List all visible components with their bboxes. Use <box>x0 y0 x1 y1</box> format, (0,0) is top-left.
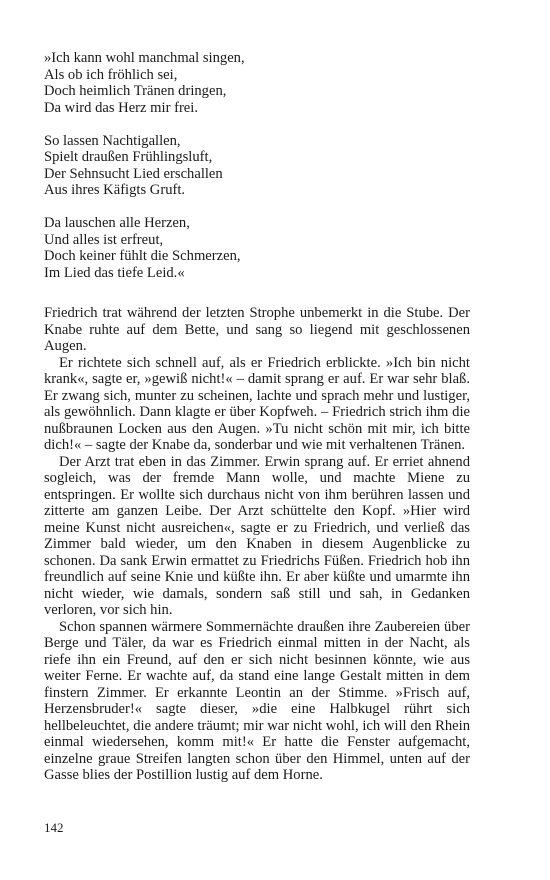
poem-line: Spielt draußen Frühlingsluft, <box>44 149 213 165</box>
poem <box>44 50 470 298</box>
poem-line: Da wird das Herz mir frei. <box>44 99 198 116</box>
poem-stanza <box>44 133 470 199</box>
poem-stanza <box>44 215 470 281</box>
poem-line: Der Sehnsucht Lied erschallen <box>44 165 223 182</box>
paragraph: Schon spannen wärmere Sommernächte draußen ihre Zaubereien über Berge und Täler, da war es Friedrich einmal mitten in der Nacht, als riefe ihn ein Freund, auf den er sich nicht besinnen könnte, wie aus weiter Ferne. Er wachte auf, da stand eine lange Gestalt mitten in dem finstern Zimmer. Er erkannte Leontin an der Stimme. »Frisch auf, Herzensbruder!« sagte dieser, »die eine Halbkugel rührt sich hellbeleuchtet, die andere träumt; mir war nicht wohl, ich will den Rhein einmal wiedersehen, komm mit!« Er hatte die Fenster aufgemacht, einzelne graue Streifen langten schon über den Himmel, unten auf der Gasse blies der Postillion lustig auf dem Horne. <box>44 618 470 783</box>
poem-line: Im Lied das tiefe Leid.« <box>44 264 185 281</box>
poem-stanza <box>44 50 470 116</box>
paragraph: Friedrich trat während der letzten Strophe unbemerkt in die Stube. Der Knabe ruhte auf dem Bette, und sang so liegend mit geschlossenen Augen. <box>44 305 470 354</box>
paragraph: Er richtete sich schnell auf, als er Friedrich erblickte. »Ich bin nicht krank«, sagte er, »gewiß nicht!« – damit sprang er auf. Er war sehr blaß. Er zwang sich, munter zu scheinen, lachte und sprach mehr und lustiger, als gewöhnlich. Dann klagte er über Kopfweh. – Friedrich strich ihm die nußbraunen Locken aus den Augen. »Tu nicht schön mit mir, ich bitte dich!« – sagte der Knabe da, sonderbar und wie mit verhaltenen Tränen. <box>44 354 470 453</box>
poem-line: Als ob ich fröhlich sei, <box>44 66 178 83</box>
poem-line: Und alles ist erfreut, <box>44 231 164 248</box>
prose-body <box>44 305 470 784</box>
poem-line: »Ich kann wohl manchmal singen, <box>44 50 245 66</box>
poem-line: Doch keiner fühlt die Schmerzen, <box>44 248 241 264</box>
poem-line: So lassen Nachtigallen, <box>44 132 181 149</box>
paragraph: Der Arzt trat eben in das Zimmer. Erwin sprang auf. Er erriet ahnend sogleich, was der fremde Mann wolle, und machte Miene zu entspringen. Er wollte sich durchaus nicht von ihm berühren lassen und zitterte am ganzen Leibe. Der Arzt schüttelte den Kopf. »Hier wird meine Kunst nicht ausreichen«, sagte er zu Friedrich, und verließ das Zimmer bald wieder, um den Knaben in diesem Augenblicke zu schonen. Da sank Erwin ermattet zu Friedrichs Füßen. Friedrich hob ihn freundlich auf seine Knie und küßte ihn. Er aber küßte und umarmte ihn nicht wieder, wie damals, sondern saß still und sah, in Gedanken verloren, vor sich hin. <box>44 453 470 618</box>
page-number: 142 <box>44 820 64 835</box>
poem-line: Aus ihres Käfigts Gruft. <box>44 182 186 198</box>
poem-line: Da lauschen alle Herzen, <box>44 215 190 231</box>
poem-line: Doch heimlich Tränen dringen, <box>44 83 227 99</box>
